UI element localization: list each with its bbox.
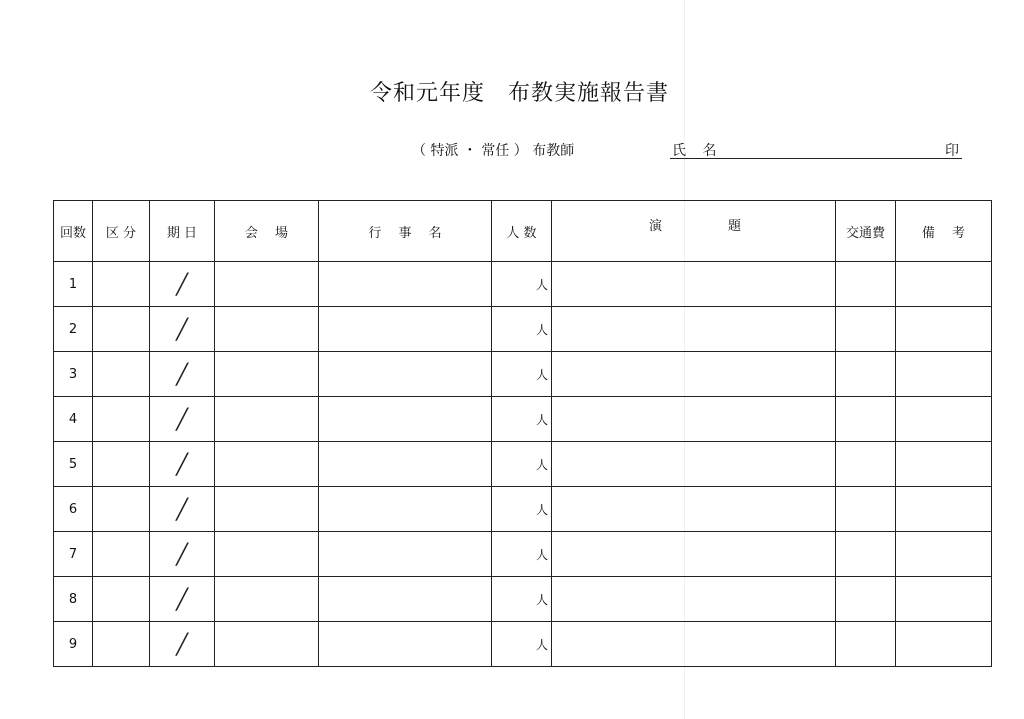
theme-cell[interactable] (552, 577, 836, 622)
event-name-cell[interactable] (319, 532, 492, 577)
attendance-cell[interactable]: 人 (492, 532, 552, 577)
category-cell[interactable] (93, 442, 150, 487)
venue-cell[interactable] (215, 622, 319, 667)
header-venue: 会 場 (215, 201, 319, 262)
row-number: 9 (54, 622, 93, 667)
row-number: 1 (54, 262, 93, 307)
header-date: 期 日 (150, 201, 215, 262)
event-name-cell[interactable] (319, 307, 492, 352)
attendance-cell[interactable]: 人 (492, 577, 552, 622)
transport-cost-cell[interactable] (836, 577, 896, 622)
venue-cell[interactable] (215, 262, 319, 307)
date-cell[interactable]: ╱ (150, 262, 215, 307)
row-number: 8 (54, 577, 93, 622)
table-row (54, 442, 992, 487)
document-title: 令和元年度 布教実施報告書 (370, 81, 670, 106)
name-label: 氏 名 (672, 143, 723, 159)
header-category: 区 分 (93, 201, 150, 262)
category-cell[interactable] (93, 307, 150, 352)
transport-cost-cell[interactable] (836, 532, 896, 577)
date-cell[interactable]: ╱ (150, 532, 215, 577)
venue-cell[interactable] (215, 532, 319, 577)
transport-cost-cell[interactable] (836, 307, 896, 352)
theme-cell[interactable] (552, 397, 836, 442)
category-cell[interactable] (93, 352, 150, 397)
remarks-cell[interactable] (896, 532, 992, 577)
venue-cell[interactable] (215, 397, 319, 442)
remarks-cell[interactable] (896, 397, 992, 442)
theme-cell[interactable] (552, 307, 836, 352)
remarks-cell[interactable] (896, 307, 992, 352)
theme-cell[interactable] (552, 487, 836, 532)
date-cell[interactable]: ╱ (150, 442, 215, 487)
transport-cost-cell[interactable] (836, 487, 896, 532)
attendance-cell[interactable]: 人 (492, 487, 552, 532)
table-row (54, 262, 992, 307)
event-name-cell[interactable] (319, 577, 492, 622)
attendance-cell[interactable]: 人 (492, 352, 552, 397)
header-count: 回数 (54, 201, 93, 262)
table-row (54, 622, 992, 667)
header-remarks: 備 考 (896, 201, 992, 262)
event-name-cell[interactable] (319, 442, 492, 487)
transport-cost-cell[interactable] (836, 352, 896, 397)
event-name-cell[interactable] (319, 352, 492, 397)
date-cell[interactable]: ╱ (150, 307, 215, 352)
venue-cell[interactable] (215, 352, 319, 397)
row-number: 5 (54, 442, 93, 487)
header-sermon-theme (552, 201, 836, 262)
event-name-cell[interactable] (319, 622, 492, 667)
attendance-cell[interactable]: 人 (492, 262, 552, 307)
attendance-cell[interactable]: 人 (492, 307, 552, 352)
theme-cell[interactable] (552, 622, 836, 667)
table-row (54, 397, 992, 442)
theme-cell[interactable] (552, 352, 836, 397)
attendance-cell[interactable]: 人 (492, 397, 552, 442)
theme-cell[interactable] (552, 262, 836, 307)
table-row (54, 352, 992, 397)
row-number: 2 (54, 307, 93, 352)
date-cell[interactable]: ╱ (150, 622, 215, 667)
seal-label: 印 (945, 143, 959, 159)
transport-cost-cell[interactable] (836, 262, 896, 307)
theme-cell[interactable] (552, 442, 836, 487)
row-number: 3 (54, 352, 93, 397)
venue-cell[interactable] (215, 577, 319, 622)
category-cell[interactable] (93, 262, 150, 307)
remarks-cell[interactable] (896, 262, 992, 307)
venue-cell[interactable] (215, 487, 319, 532)
remarks-cell[interactable] (896, 622, 992, 667)
remarks-cell[interactable] (896, 577, 992, 622)
table-row (54, 487, 992, 532)
table-row (54, 307, 992, 352)
venue-cell[interactable] (215, 442, 319, 487)
remarks-cell[interactable] (896, 487, 992, 532)
category-cell[interactable] (93, 487, 150, 532)
event-name-cell[interactable] (319, 397, 492, 442)
transport-cost-cell[interactable] (836, 442, 896, 487)
table-row (54, 532, 992, 577)
row-number: 4 (54, 397, 93, 442)
category-cell[interactable] (93, 577, 150, 622)
name-field[interactable] (670, 158, 962, 159)
header-theme-char-2: 題 (728, 219, 742, 234)
remarks-cell[interactable] (896, 442, 992, 487)
attendance-cell[interactable]: 人 (492, 442, 552, 487)
row-number: 7 (54, 532, 93, 577)
category-cell[interactable] (93, 622, 150, 667)
row-number: 6 (54, 487, 93, 532)
table-row (54, 577, 992, 622)
attendance-cell[interactable]: 人 (492, 622, 552, 667)
category-cell[interactable] (93, 532, 150, 577)
report-table (53, 200, 992, 667)
remarks-cell[interactable] (896, 352, 992, 397)
event-name-cell[interactable] (319, 262, 492, 307)
date-cell[interactable]: ╱ (150, 577, 215, 622)
theme-cell[interactable] (552, 532, 836, 577)
header-event-name: 行 事 名 (319, 201, 492, 262)
header-attendance: 人 数 (492, 201, 552, 262)
transport-cost-cell[interactable] (836, 622, 896, 667)
transport-cost-cell[interactable] (836, 397, 896, 442)
category-cell[interactable] (93, 397, 150, 442)
table-header-row (54, 201, 992, 262)
date-cell[interactable]: ╱ (150, 487, 215, 532)
preacher-type-line: （ 特派 ・ 常任 ） 布教師 (412, 143, 575, 159)
date-cell[interactable]: ╱ (150, 352, 215, 397)
table-body (54, 262, 992, 667)
event-name-cell[interactable] (319, 487, 492, 532)
header-transport-cost: 交通費 (836, 201, 896, 262)
date-cell[interactable]: ╱ (150, 397, 215, 442)
header-theme-char-1: 演 (649, 219, 663, 234)
venue-cell[interactable] (215, 307, 319, 352)
